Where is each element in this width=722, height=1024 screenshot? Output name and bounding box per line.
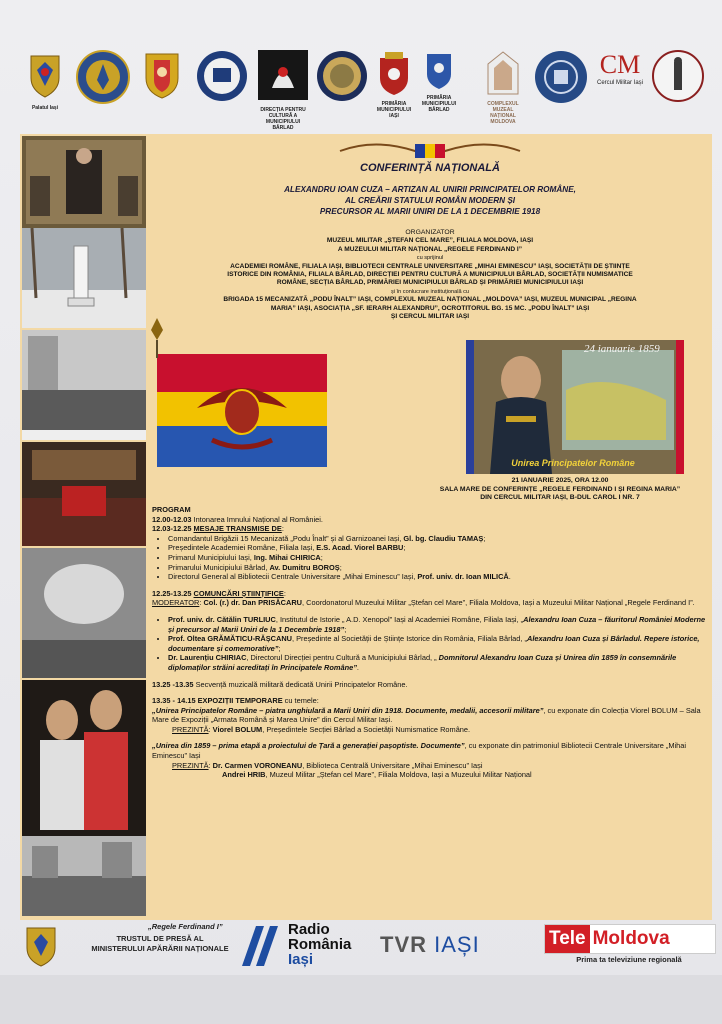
program-text: Intonarea Imnului Național al României. <box>193 514 323 524</box>
event-venue-line: SALA MARE DE CONFERINȚE „REGELE FERDINAND I ȘI REGINA MARIA” <box>439 485 681 493</box>
organizer-line: A MUZEULUI MILITAR NAȚIONAL „REGELE FERDINAND I” <box>337 245 523 253</box>
romanian-army-crest-logo <box>26 50 64 111</box>
talk-affiliation: , Președinte al Societății de Științe Istorice din România, Filiala Bârlad, „ <box>292 634 527 644</box>
press-trust-line: TRUSTUL DE PRESĂ AL <box>116 934 204 943</box>
program-item: 12.25-13.25 COMUNCĂRI ȘTIINȚIFICE: <box>152 588 286 598</box>
logo-caption: COMPLEXUL MUZEAL NAȚIONAL MOLDOVA <box>487 101 519 125</box>
support-label: cu sprijinul <box>416 255 444 262</box>
talk-end: ; <box>344 624 347 634</box>
moderator-text: , Coordonatorul Muzeului Militar „Ștefan cel Mare”, Filiala Moldova, Iași a Muzeului Militar Național „Regele Ferdinand I”. <box>302 598 695 608</box>
subtitle-line: AL CREĂRII STATULUI ROMÂN MODERN ȘI <box>344 196 516 205</box>
talk-title: Domnitorul Alexandru Ioan Cuza și Unirea din 1859 în consemnările diplomaților străini acreditați în Principatele Române” <box>168 653 677 672</box>
message-name: E.S. Acad. Viorel BARBU <box>316 543 404 553</box>
allegorical-engraving <box>22 548 146 678</box>
portrait-caption: Unirea Principatelor Române <box>511 458 635 468</box>
radio-romania-logo-icon <box>238 920 284 975</box>
moderator-name: Col. (r.) dr. Dan PRISĂCARU <box>203 598 303 608</box>
message-end: . <box>508 572 511 582</box>
tele-moldova-logo <box>544 924 716 954</box>
exhibition-title: „Unirea din 1859 – prima etapă a proiectului de Țară a generației pașoptiste. Documente” <box>152 741 465 751</box>
presenter-label: PREZINTĂ <box>172 724 209 734</box>
cooperation-line: MARIA” IAȘI, ASOCIAȚIA „SF. IERARH ALEXANDRU”, OCROTITORUL BG. 15 MC. „PODU ÎNALT” IAȘI <box>270 304 590 312</box>
message-text: Comandantul Brigăzii 15 Mecanizată „Podu Înalt” și al Garnizoanei Iași, <box>168 533 404 543</box>
message-text: Directorul General al Bibliotecii Centrale Universitare „Mihai Eminescu” Iași, <box>168 572 418 582</box>
moderator-label: MODERATOR <box>152 598 200 608</box>
support-line: ACADEMIEI ROMÂNE, FILIALA IAȘI, BIBLIOTECII CENTRALE UNIVERSITARE „MIHAI EMINESCU” IAȘI, SOCIETĂȚII DE ȘTIINȚE <box>230 262 630 270</box>
message-item <box>168 553 707 563</box>
talk-title: Alexandru Ioan Cuza – făuritorul României Moderne și precursor al Marii Uniri de la 1 Decembrie 1918” <box>168 614 706 634</box>
program-item: 12.03-12.25 MESAJE TRANSMISE DE: <box>152 524 284 534</box>
logo-caption: DIRECȚIA PENTRU CULTURĂ A MUNICIPIULUI BÂRLAD <box>260 107 306 131</box>
flag-finial-icon <box>149 318 165 363</box>
presenter-line: PREZINTĂ: Viorel BOLUM, Președintele Secției Bârlad a Societății Numismatice Române. <box>172 724 471 734</box>
assembly-hall-painting <box>22 442 146 546</box>
cooperation-label: și în conlucrare instituțională cu <box>390 288 470 295</box>
talk-end: . <box>356 662 359 672</box>
message-item <box>168 563 707 573</box>
radio-romania-label <box>288 922 351 967</box>
tele-moldova-tagline: Prima ta televiziune regională <box>576 955 682 964</box>
program-section <box>152 505 707 780</box>
regele-ferdinand-label: „Regele Ferdinand I” <box>148 922 223 931</box>
cuza-portrait-panel <box>466 340 684 474</box>
conference-subtitle <box>180 184 680 217</box>
tvr-label <box>380 932 480 958</box>
national-museum-moldova-logo <box>486 50 523 125</box>
historical-flag-image <box>157 354 327 467</box>
talk-item <box>168 653 707 672</box>
organizer-label: ORGANIZATOR <box>405 229 455 236</box>
message-end: ; <box>403 543 406 553</box>
barlad-city-hall-crest-logo <box>421 50 459 113</box>
talk-affiliation: , Institutul de Istorie „ A.D. Xenopol” Iași al Academiei Române, Filiala Iași, „ <box>275 614 524 624</box>
message-text: Primarul Municipiului Iași, <box>168 552 254 562</box>
cuza-portrait-painting <box>22 136 146 228</box>
event-venue-line: DIN CERCUL MILITAR IAȘI, B-DUL CAROL I NR. 7 <box>480 494 640 502</box>
exhibition-item <box>152 706 707 725</box>
talk-speaker: Prof. univ. dr. Cătălin TURLIUC <box>168 614 276 624</box>
talk-title: Alexandru Ioan Cuza și Bârladul. Repere istorice, documentare și comemorative” <box>168 634 700 653</box>
tele-wordmark: Tele <box>545 925 590 953</box>
portrait-date-text: 24 ianuarie 1859 <box>584 343 660 355</box>
message-name: Gl. bg. Claudiu TAMAȘ <box>403 533 484 543</box>
presenter-name: Andrei HRIB <box>222 770 266 780</box>
moldova-wordmark: Moldova <box>592 928 670 949</box>
program-time: 13.25 -13.35 <box>152 679 194 689</box>
program-heading: PROGRAM <box>152 505 191 514</box>
program-section-title: MESAJE TRANSMISE DE <box>193 524 282 534</box>
logo-caption: PRIMĂRIA MUNICIPIULUI IAȘI <box>376 101 412 119</box>
exhibition-text: , cu exponate din Colecția Viorel BOLUM – Sala Mare de Expoziții „Armata Română și Marea Unire” din Cercul Militar Iași. <box>152 705 701 725</box>
subtitle-line: ALEXANDRU IOAN CUZA – ARTIZAN AL UNIRII PRINCIPATELOR ROMÂNE, <box>284 185 576 194</box>
message-end: ; <box>320 552 323 562</box>
presenter-label: PREZINTĂ <box>172 760 209 770</box>
program-text: Secvență muzicală militară dedicată Unirii Principatelor Române. <box>195 679 408 689</box>
left-photo-strip <box>22 136 146 916</box>
press-trust-line: MINISTERULUI APĂRĂRII NAȚIONALE <box>91 944 229 953</box>
radio-line: Radio <box>288 921 330 938</box>
program-item <box>152 696 707 706</box>
message-end: ; <box>339 562 342 572</box>
presenter-text: , Muzeul Militar „Ștefan cel Mare”, Filiala Moldova, Iași a Muzeului Militar Național <box>265 770 532 780</box>
background-surface <box>0 975 722 1024</box>
message-text: Primarului Municipiului Bârlad, <box>168 562 270 572</box>
conference-title: CONFERINȚĂ NAȚIONALĂ <box>360 162 500 174</box>
tvr-city: IAȘI <box>434 932 480 957</box>
logo-caption: PRIMĂRIA MUNICIPIULUI BÂRLAD <box>421 95 457 113</box>
talk-item <box>168 634 707 653</box>
support-line: ISTORICE DIN ROMÂNIA, FILIALA BÂRLAD, DIRECȚIEI PENTRU CULTURĂ A MUNICIPIULUI BÂRLAD, SOCIETĂȚII NUMISMATICE <box>227 271 633 279</box>
talk-item <box>168 615 707 634</box>
message-name: Ing. Mihai CHIRICA <box>253 552 321 562</box>
cooperation-line: ȘI CERCUL MILITAR IAȘI <box>390 313 470 321</box>
presenter-line <box>152 770 707 780</box>
message-item <box>168 543 707 553</box>
message-item <box>168 572 707 582</box>
cercul-militar-logo <box>594 50 648 86</box>
logo-caption: Palatul Iași <box>31 105 59 111</box>
event-date: 21 IANUARIE 2025, ORA 12.00 <box>511 477 609 484</box>
support-line: ROMÂNE, SECȚIA BÂRLAD, PRIMĂRIEI MUNICIPIULUI BÂRLAD ȘI PRIMĂRIEI MUNICIPIULUI IAȘI <box>276 279 584 287</box>
iasi-city-hall-crest-logo <box>376 50 416 119</box>
program-time: 13.35 - 14.15 <box>152 696 196 706</box>
message-name: Av. Dumitru BOROȘ <box>269 562 340 572</box>
presenter-text: , Președintele Secției Bârlad a Societății Numismatice Române. <box>262 724 471 734</box>
presenter-line: PREZINTĂ: Dr. Carmen VORONEANU, Biblioteca Centrală Universitare „Mihai Eminescu” Iași <box>172 760 483 770</box>
monument-photo <box>22 228 146 328</box>
moderator-line: MODERATOR: Col. (r.) dr. Dan PRISĂCARU, Coordonatorul Muzeului Militar „Ștefan cel Mare”, Filiala Moldova, Iași a Muzeului Militar Național „Regele Ferdinand I”. <box>152 598 695 608</box>
talk-affiliation: , Directorul Direcției pentru Cultură a Municipiului Bârlad, „ <box>246 653 439 663</box>
press-trust-label <box>70 934 250 954</box>
presenter-text: , Biblioteca Centrală Universitare „Mihai Eminescu” Iași <box>302 760 483 770</box>
radio-line: Iași <box>288 951 314 968</box>
talk-end: ; <box>278 643 281 653</box>
program-text: cu temele: <box>282 696 319 706</box>
program-time: 12.00-12.03 <box>152 514 192 524</box>
media-partners-footer <box>0 918 722 978</box>
soldier-emblem-logo <box>652 50 704 107</box>
cooperation-line: BRIGADA 15 MECANIZATĂ „PODU ÎNALT” IAȘI, COMPLEXUL MUZEAL NAȚIONAL „MOLDOVA” IAȘI, MUZEUL MUNICIPAL „REGINA <box>223 296 637 304</box>
culture-directorate-logo <box>258 50 308 131</box>
tvr-wordmark: TVR <box>380 932 427 957</box>
academy-seal-logo <box>76 50 130 109</box>
exhibition-text: , cu exponate din patrimoniul Bibliotecii Centrale Universitare „Mihai Eminescu” Iași <box>152 741 686 761</box>
program-item <box>152 515 707 525</box>
army-crest-icon <box>24 924 58 973</box>
cm-letters: CM <box>599 50 641 79</box>
museum-seal-logo <box>534 50 588 109</box>
message-end: ; <box>483 533 486 543</box>
exhibition-title: „Unirea Principatelor Române – piatra unghiulară a Marii Uniri din 1918. Documente, medalii, accesorii militare” <box>152 705 544 715</box>
street-scene-engraving <box>22 836 146 916</box>
radio-line: România <box>288 936 352 953</box>
organizer-line: MUZEUL MILITAR „ȘTEFAN CEL MARE”, FILIALA MOLDOVA, IAȘI <box>326 237 534 245</box>
program-section-title: EXPOZIȚII TEMPORARE <box>197 696 283 706</box>
two-women-painting <box>22 680 146 836</box>
partner-logos-row <box>20 50 710 130</box>
presenter-name: Viorel BOLUM <box>212 724 263 734</box>
program-time: 12.03-12.25 <box>152 524 192 534</box>
talk-speaker: Dr. Laurențiu CHIRIAC <box>168 653 247 663</box>
numismatic-society-seal-logo <box>316 50 368 107</box>
talk-speaker: Prof. Oltea GRĂMĂTICU-RĂȘCANU <box>168 634 292 644</box>
historic-crowd-engraving <box>22 330 146 440</box>
program-time: 12.25-13.25 <box>152 588 192 598</box>
message-name: Prof. univ. dr. Ioan MILICĂ <box>417 572 509 582</box>
talks-list <box>152 615 707 673</box>
program-item <box>152 680 707 690</box>
presenter-name: Dr. Carmen VORONEANU <box>212 760 303 770</box>
coat-of-arms-logo <box>142 50 182 105</box>
logo-caption: Cercul Militar Iași <box>596 80 643 86</box>
messages-list <box>152 534 707 582</box>
subtitle-line: PRECURSOR AL MARII UNIRI DE LA 1 DECEMBRIE 1918 <box>319 207 541 216</box>
message-text: Președintele Academiei Române, Filiala Iași, <box>168 543 317 553</box>
program-section-title: COMUNCĂRI ȘTIINȚIFICE <box>193 588 284 598</box>
university-library-seal-logo <box>196 50 248 107</box>
exhibition-item <box>152 741 707 760</box>
message-item <box>168 534 707 544</box>
organizers-block <box>160 229 700 321</box>
event-info-block <box>425 477 695 503</box>
